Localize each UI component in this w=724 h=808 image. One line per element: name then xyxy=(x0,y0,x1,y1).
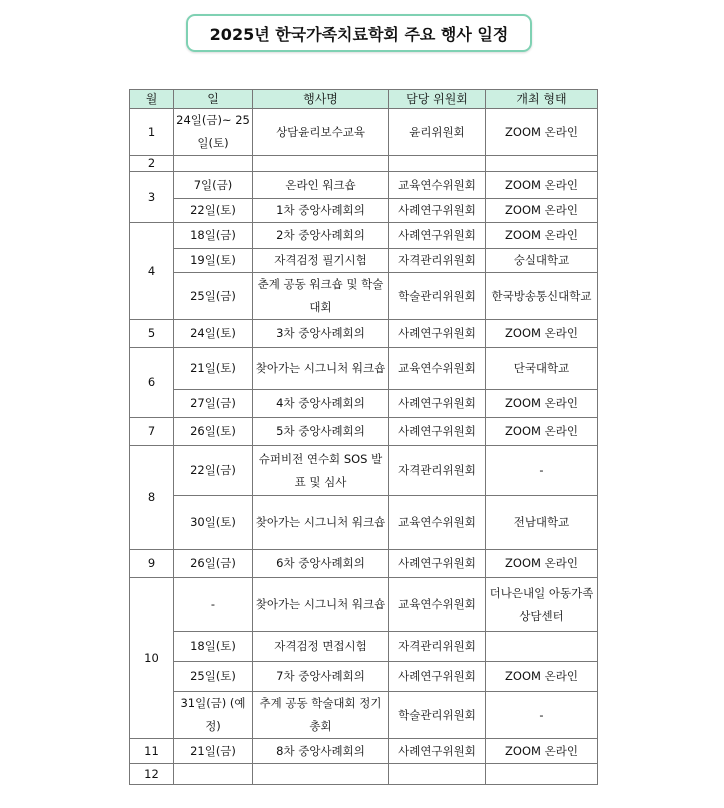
event-cell: 1차 중앙사례회의 xyxy=(253,199,389,223)
table-row xyxy=(130,348,598,390)
table-row xyxy=(130,692,598,739)
month-cell: 5 xyxy=(130,320,174,348)
page-title: 2025년 한국가족치료학회 주요 행사 일정 xyxy=(186,14,532,52)
month-cell: 9 xyxy=(130,550,174,578)
format-cell: - xyxy=(486,692,598,739)
committee-cell: 사례연구위원회 xyxy=(389,390,486,418)
day-cell: 22일(토) xyxy=(174,199,253,223)
format-cell: ZOOM 온라인 xyxy=(486,418,598,446)
event-cell: 상담윤리보수교육 xyxy=(253,109,389,156)
table-row xyxy=(130,199,598,223)
table-row xyxy=(130,550,598,578)
format-cell: ZOOM 온라인 xyxy=(486,390,598,418)
committee-cell: 교육연수위원회 xyxy=(389,348,486,390)
event-cell: 3차 중앙사례회의 xyxy=(253,320,389,348)
committee-cell: 사례연구위원회 xyxy=(389,223,486,249)
day-cell: 24일(금)~ 25일(토) xyxy=(174,109,253,156)
committee-cell: 사례연구위원회 xyxy=(389,739,486,764)
header-event: 행사명 xyxy=(253,90,389,109)
table-row xyxy=(130,418,598,446)
day-cell: 21일(금) xyxy=(174,739,253,764)
day-cell: 24일(토) xyxy=(174,320,253,348)
event-cell: 춘계 공동 워크숍 및 학술대회 xyxy=(253,273,389,320)
committee-cell: 사례연구위원회 xyxy=(389,199,486,223)
committee-cell: 사례연구위원회 xyxy=(389,418,486,446)
committee-cell: 교육연수위원회 xyxy=(389,496,486,550)
table-header-row xyxy=(130,90,598,109)
committee-cell xyxy=(389,764,486,785)
committee-cell: 학술관리위원회 xyxy=(389,273,486,320)
schedule-table xyxy=(129,89,598,785)
format-cell: 단국대학교 xyxy=(486,348,598,390)
committee-cell: 교육연수위원회 xyxy=(389,578,486,632)
day-cell: 25일(금) xyxy=(174,273,253,320)
day-cell: 18일(토) xyxy=(174,632,253,662)
event-cell: 2차 중앙사례회의 xyxy=(253,223,389,249)
event-cell: 슈퍼비전 연수회 SOS 발표 및 심사 xyxy=(253,446,389,496)
event-cell: 자격검정 필기시험 xyxy=(253,249,389,273)
format-cell: ZOOM 온라인 xyxy=(486,550,598,578)
table-row xyxy=(130,739,598,764)
committee-cell: 학술관리위원회 xyxy=(389,692,486,739)
format-cell: - xyxy=(486,446,598,496)
month-cell: 12 xyxy=(130,764,174,785)
event-cell: 8차 중앙사례회의 xyxy=(253,739,389,764)
event-cell: 5차 중앙사례회의 xyxy=(253,418,389,446)
format-cell xyxy=(486,764,598,785)
table-row xyxy=(130,320,598,348)
day-cell: 21일(토) xyxy=(174,348,253,390)
header-format: 개최 형태 xyxy=(486,90,598,109)
format-cell: ZOOM 온라인 xyxy=(486,223,598,249)
day-cell: 22일(금) xyxy=(174,446,253,496)
committee-cell: 사례연구위원회 xyxy=(389,662,486,692)
committee-cell xyxy=(389,156,486,172)
table-row xyxy=(130,496,598,550)
day-cell: 26일(금) xyxy=(174,550,253,578)
day-cell: 27일(금) xyxy=(174,390,253,418)
month-cell: 2 xyxy=(130,156,174,172)
month-cell: 8 xyxy=(130,446,174,550)
event-cell xyxy=(253,156,389,172)
table-row xyxy=(130,109,598,156)
committee-cell: 윤리위원회 xyxy=(389,109,486,156)
event-cell xyxy=(253,764,389,785)
committee-cell: 자격관리위원회 xyxy=(389,446,486,496)
month-cell: 10 xyxy=(130,578,174,739)
format-cell xyxy=(486,632,598,662)
table-row xyxy=(130,764,598,785)
day-cell: 30일(토) xyxy=(174,496,253,550)
event-cell: 온라인 워크숍 xyxy=(253,172,389,199)
table-row xyxy=(130,172,598,199)
format-cell: ZOOM 온라인 xyxy=(486,109,598,156)
day-cell: 25일(토) xyxy=(174,662,253,692)
event-cell: 찾아가는 시그니처 워크숍 xyxy=(253,496,389,550)
event-cell: 찾아가는 시그니처 워크숍 xyxy=(253,578,389,632)
event-cell: 4차 중앙사례회의 xyxy=(253,390,389,418)
event-cell: 7차 중앙사례회의 xyxy=(253,662,389,692)
committee-cell: 사례연구위원회 xyxy=(389,320,486,348)
day-cell: 31일(금) (예정) xyxy=(174,692,253,739)
format-cell: ZOOM 온라인 xyxy=(486,199,598,223)
format-cell: 숭실대학교 xyxy=(486,249,598,273)
format-cell: ZOOM 온라인 xyxy=(486,739,598,764)
month-cell: 7 xyxy=(130,418,174,446)
table-row xyxy=(130,223,598,249)
day-cell: 26일(토) xyxy=(174,418,253,446)
committee-cell: 사례연구위원회 xyxy=(389,550,486,578)
day-cell: - xyxy=(174,578,253,632)
format-cell: ZOOM 온라인 xyxy=(486,662,598,692)
table-row xyxy=(130,273,598,320)
format-cell: 더나은내일 아동가족상담센터 xyxy=(486,578,598,632)
committee-cell: 자격관리위원회 xyxy=(389,249,486,273)
committee-cell: 교육연수위원회 xyxy=(389,172,486,199)
format-cell: 한국방송통신대학교 xyxy=(486,273,598,320)
event-cell: 6차 중앙사례회의 xyxy=(253,550,389,578)
header-month: 월 xyxy=(130,90,174,109)
month-cell: 6 xyxy=(130,348,174,418)
event-cell: 찾아가는 시그니처 워크숍 xyxy=(253,348,389,390)
day-cell xyxy=(174,764,253,785)
day-cell xyxy=(174,156,253,172)
table-row xyxy=(130,390,598,418)
header-committee: 담당 위원회 xyxy=(389,90,486,109)
month-cell: 4 xyxy=(130,223,174,320)
table-row xyxy=(130,662,598,692)
format-cell: ZOOM 온라인 xyxy=(486,172,598,199)
table-row xyxy=(130,249,598,273)
format-cell: 전남대학교 xyxy=(486,496,598,550)
table-row xyxy=(130,156,598,172)
month-cell: 1 xyxy=(130,109,174,156)
event-cell: 추계 공동 학술대회 정기총회 xyxy=(253,692,389,739)
day-cell: 19일(토) xyxy=(174,249,253,273)
table-row xyxy=(130,632,598,662)
month-cell: 11 xyxy=(130,739,174,764)
header-day: 일 xyxy=(174,90,253,109)
table-row xyxy=(130,578,598,632)
day-cell: 18일(금) xyxy=(174,223,253,249)
day-cell: 7일(금) xyxy=(174,172,253,199)
committee-cell: 자격관리위원회 xyxy=(389,632,486,662)
format-cell: ZOOM 온라인 xyxy=(486,320,598,348)
event-cell: 자격검정 면접시험 xyxy=(253,632,389,662)
table-row xyxy=(130,446,598,496)
format-cell xyxy=(486,156,598,172)
month-cell: 3 xyxy=(130,172,174,223)
